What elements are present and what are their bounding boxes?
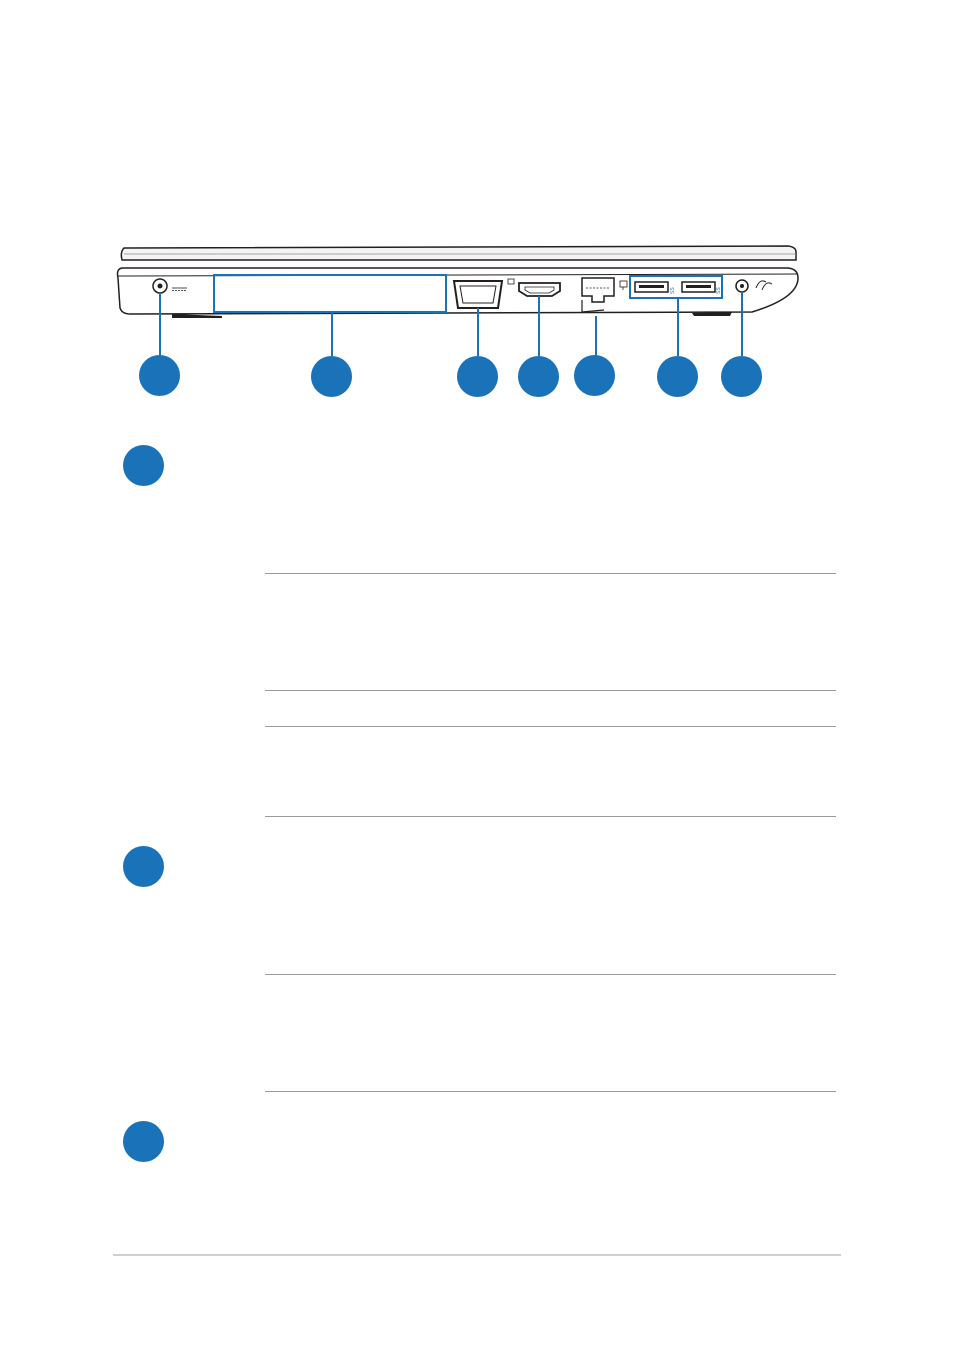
warning-notice	[265, 974, 836, 1092]
callout-4	[518, 356, 559, 397]
callout-3	[457, 356, 498, 397]
laptop-lid	[121, 246, 796, 260]
callout-7	[721, 356, 762, 397]
warning-notice	[265, 573, 836, 691]
svg-text:SS: SS	[716, 287, 722, 294]
item-number-badge	[123, 846, 164, 887]
item-number-badge	[123, 1121, 164, 1162]
important-notice	[265, 726, 836, 817]
callout-2	[311, 356, 352, 397]
callout-1	[139, 355, 180, 396]
callout-5	[574, 355, 615, 396]
footer-divider	[113, 1254, 841, 1256]
item-number-badge	[123, 445, 164, 486]
callout-6	[657, 356, 698, 397]
svg-text:SS: SS	[670, 287, 676, 294]
laptop-left-side-diagram	[112, 238, 802, 408]
